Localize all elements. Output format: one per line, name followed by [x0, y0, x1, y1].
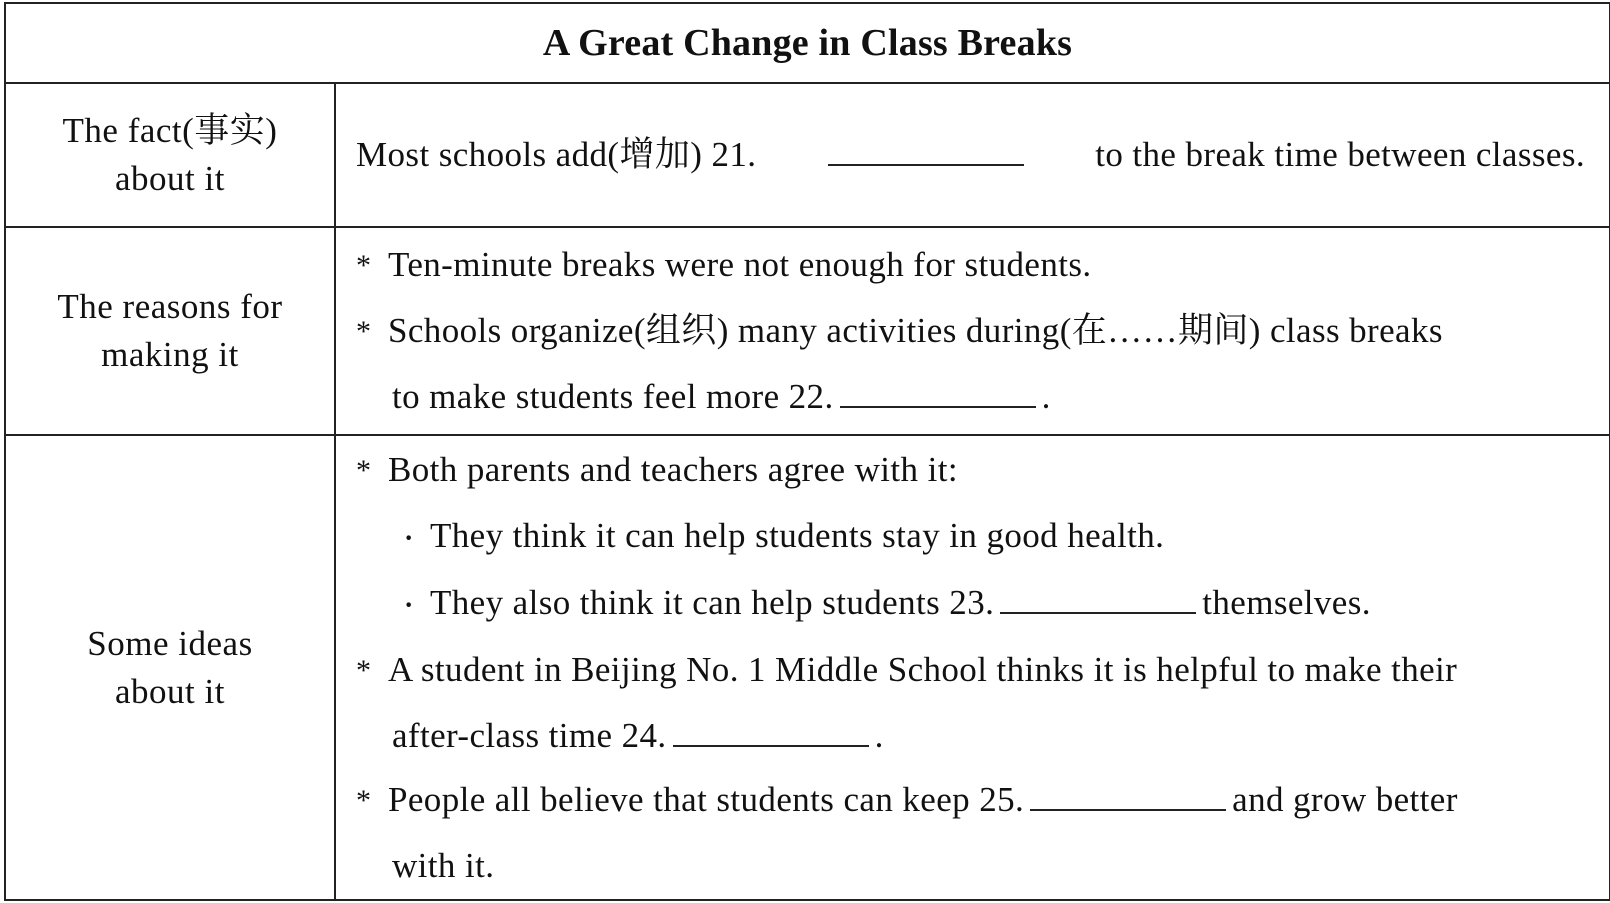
ideas-item-1-text: Both parents and teachers agree with it: — [388, 449, 958, 489]
ideas-label-line2: about it — [115, 671, 225, 711]
reasons-content — [335, 227, 1610, 435]
fact-label-line1: The fact(事实) — [62, 111, 278, 150]
ideas-item-3-line1-after: and grow better — [1232, 779, 1458, 819]
ideas-item-2 — [356, 638, 1595, 704]
ideas-sub-item-2-after: themselves. — [1202, 582, 1371, 622]
reasons-item-2-line2-before: to make students feel more 22. — [392, 377, 834, 416]
bullet-asterisk: * — [356, 453, 372, 487]
fact-text-before: Most schools add(增加) 21. — [356, 135, 757, 174]
reasons-item-2 — [356, 299, 1595, 365]
reasons-row — [5, 227, 1610, 435]
ideas-item-2-line1: A student in Beijing No. 1 Middle School thinks it is helpful to make their — [388, 649, 1458, 689]
ideas-label-line1: Some ideas — [87, 623, 253, 663]
ideas-item-2-line2-after: . — [874, 715, 884, 755]
bullet-asterisk: * — [356, 315, 372, 348]
blank-22[interactable] — [840, 380, 1036, 408]
reasons-label — [5, 227, 335, 435]
reasons-item-2-line1: Schools organize(组织) many activities during(在……期间) class breaks — [388, 311, 1443, 350]
fact-row — [5, 83, 1610, 227]
ideas-sub-item-2 — [356, 571, 1595, 638]
fact-label — [5, 83, 335, 227]
fact-content — [335, 83, 1610, 227]
reasons-item-2-continued — [356, 365, 1595, 429]
class-breaks-table — [4, 2, 1610, 901]
reasons-label-line1: The reasons for — [57, 287, 283, 326]
ideas-item-3-continued — [356, 834, 1595, 898]
reasons-item-1-text: Ten-minute breaks were not enough for students. — [388, 245, 1092, 284]
fact-sentence — [356, 123, 1595, 187]
reasons-item-1 — [356, 233, 1595, 299]
ideas-item-3-line2: with it. — [392, 845, 495, 885]
blank-24[interactable] — [673, 719, 869, 747]
blank-25[interactable] — [1030, 783, 1226, 811]
ideas-item-2-continued — [356, 704, 1595, 768]
ideas-item-3 — [356, 768, 1595, 834]
ideas-item-1 — [356, 438, 1595, 504]
blank-23[interactable] — [1000, 586, 1196, 614]
bullet-asterisk: * — [356, 249, 372, 282]
fact-label-line2: about it — [115, 159, 225, 198]
bullet-dot: · — [404, 589, 414, 621]
ideas-label — [5, 435, 335, 900]
blank-21[interactable] — [828, 138, 1024, 166]
table-title-row — [5, 3, 1610, 83]
fact-text-after: to the break time between classes. — [1095, 135, 1586, 174]
ideas-item-2-line2-before: after-class time 24. — [392, 715, 667, 755]
ideas-content — [335, 435, 1610, 900]
ideas-sub-item-1-text: They think it can help students stay in good health. — [430, 515, 1165, 555]
bullet-dot: · — [404, 522, 414, 554]
ideas-sub-item-1 — [356, 504, 1595, 571]
bullet-asterisk: * — [356, 653, 372, 687]
reasons-item-2-line2-after: . — [1041, 377, 1051, 416]
reasons-label-line2: making it — [101, 335, 239, 374]
ideas-row — [5, 435, 1610, 900]
bullet-asterisk: * — [356, 783, 372, 817]
ideas-sub-item-2-before: They also think it can help students 23. — [430, 582, 995, 622]
table-title: A Great Change in Class Breaks — [5, 3, 1610, 83]
ideas-item-3-line1-before: People all believe that students can keep 25. — [388, 779, 1025, 819]
